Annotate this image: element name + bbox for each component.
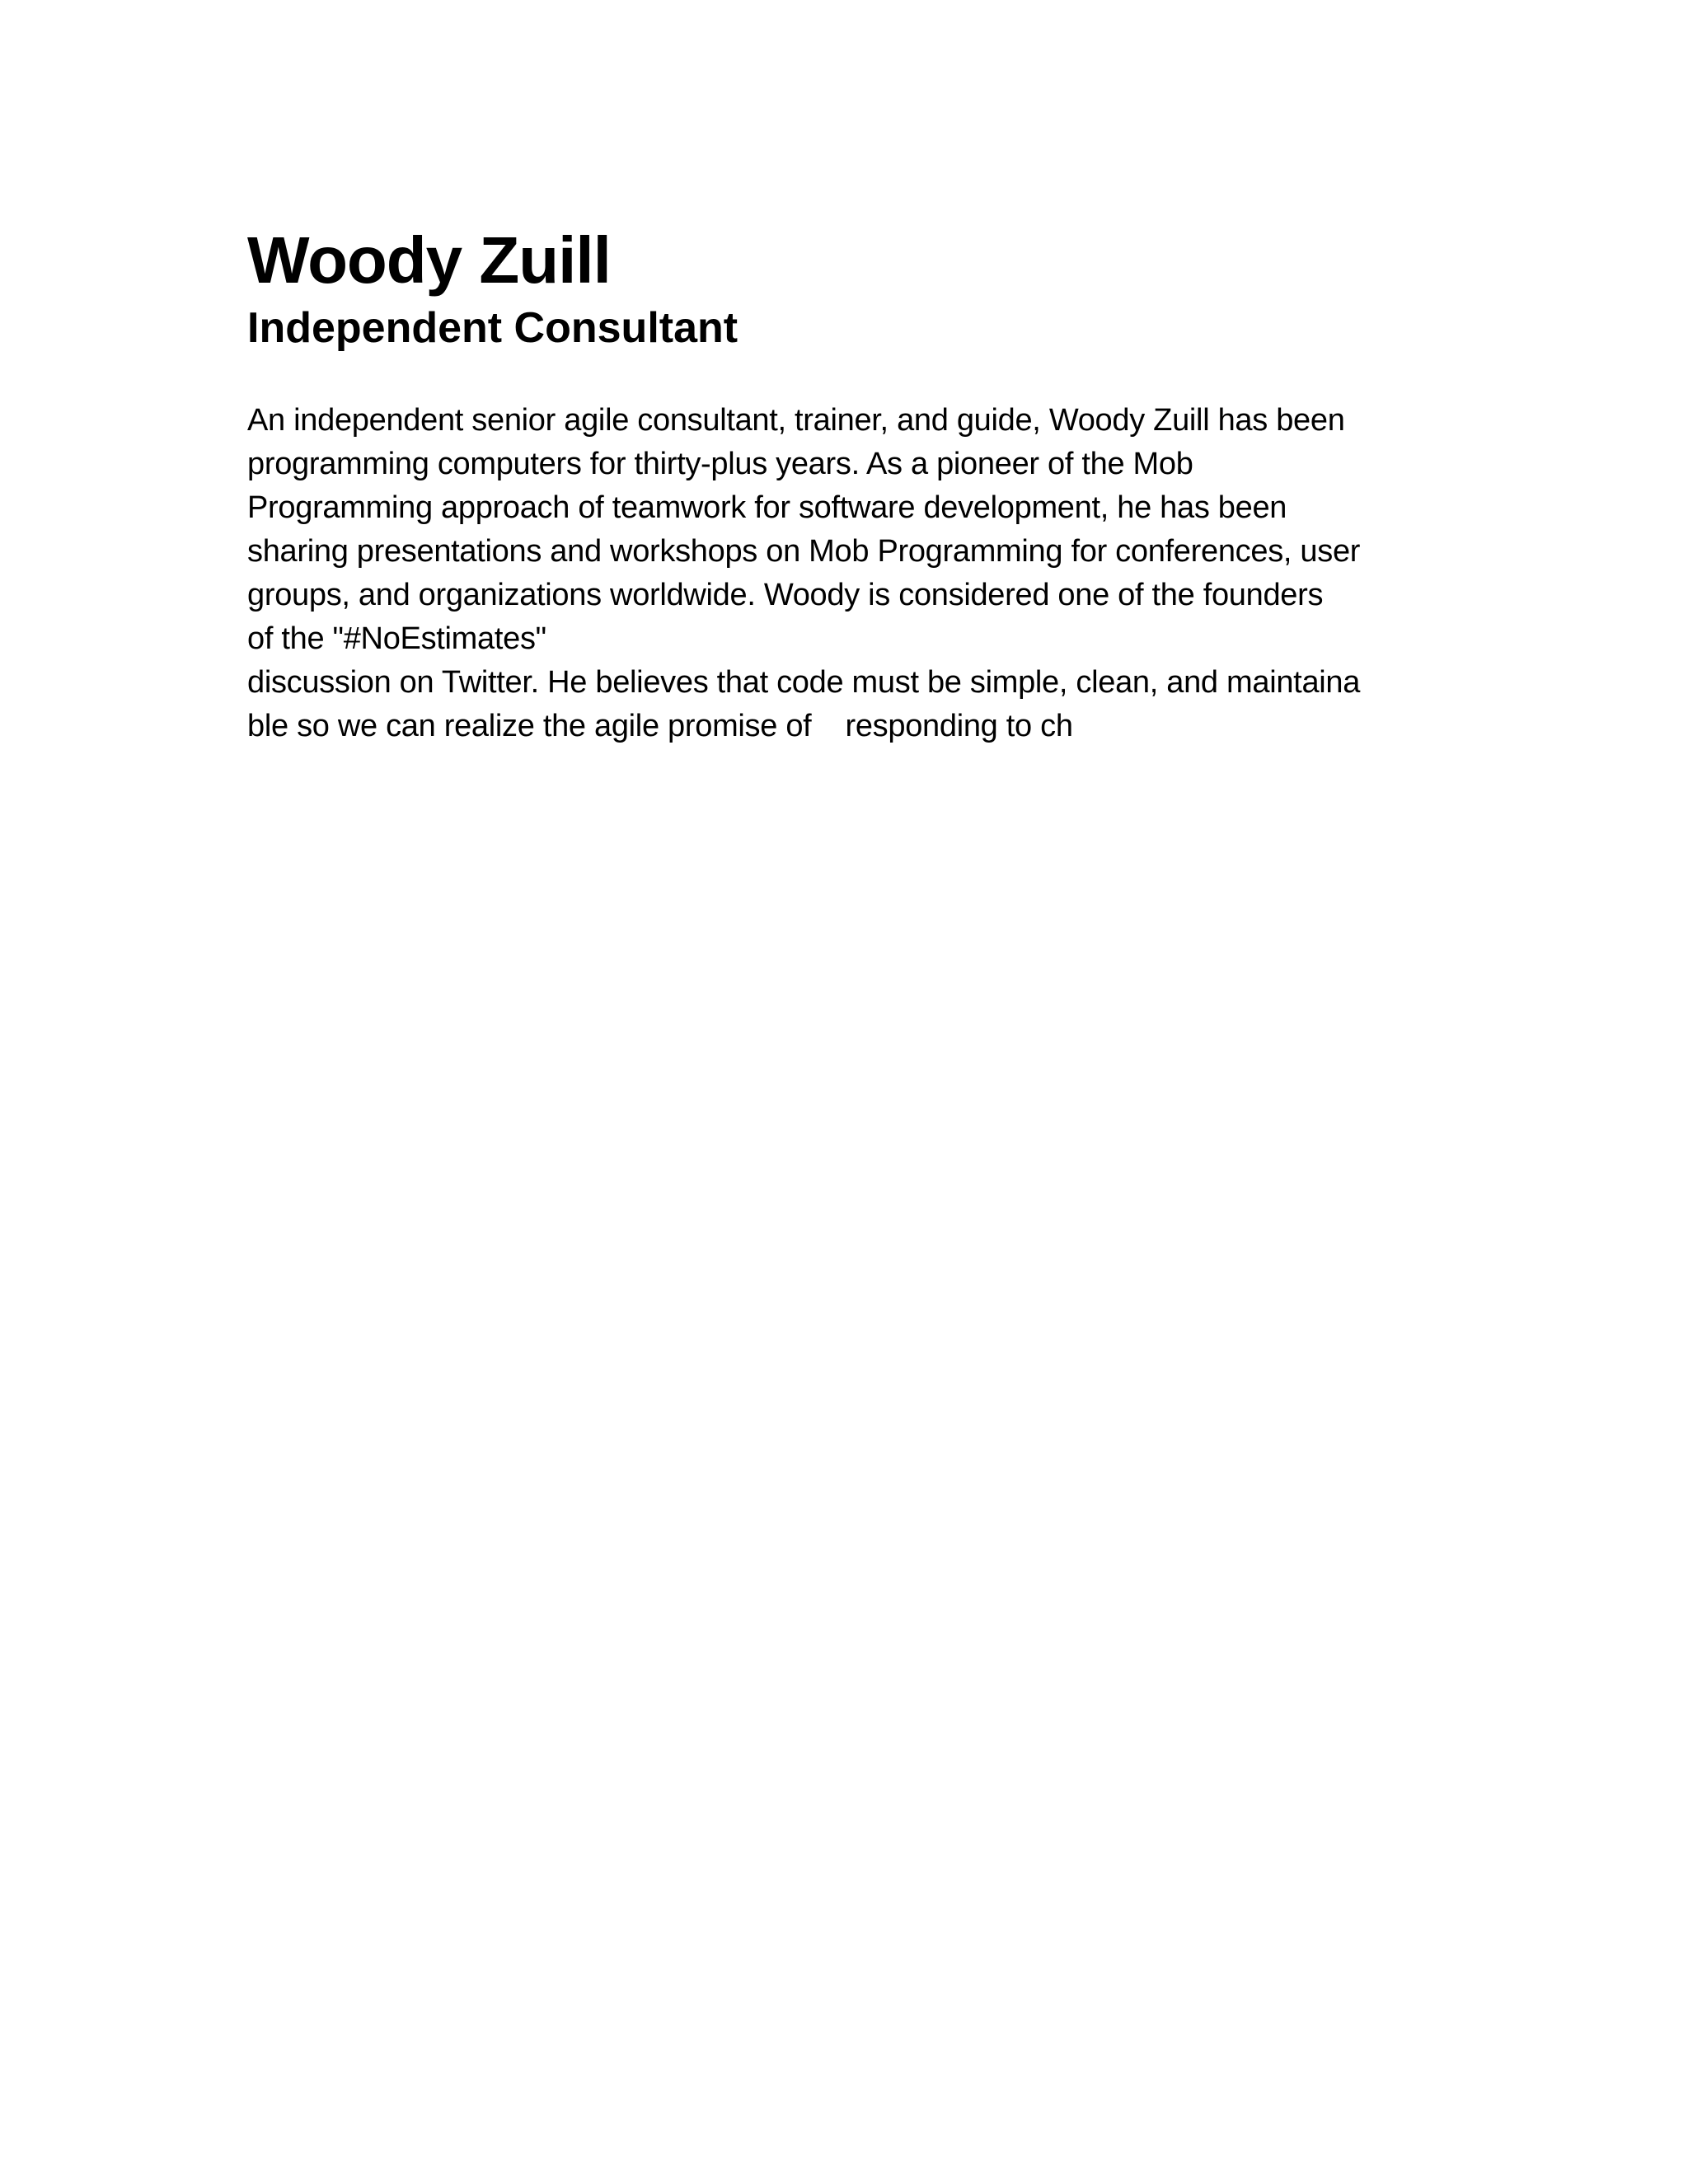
bio-paragraph [247,399,1451,748]
bio-line: An independent senior agile consultant, trainer, and guide, Woody Zuill has been [247,403,1345,438]
bio-line: of the "#NoEstimates" [247,621,546,656]
bio-line: ble so we can realize the agile promise of responding to ch [247,709,1073,743]
speaker-name: Woody Zuill [247,223,611,297]
speaker-bio-section [247,221,1451,748]
bio-line: discussion on Twitter. He believes that code must be simple, clean, and maintaina [247,665,1361,700]
speaker-title: Independent Consultant [247,304,738,352]
bio-line: Programming approach of teamwork for software development, he has been [247,490,1287,525]
bio-line: sharing presentations and workshops on Mob Programming for conferences, user [247,534,1361,569]
bio-line: groups, and organizations worldwide. Woody is considered one of the founders [247,578,1324,612]
bio-line: programming computers for thirty-plus years. As a pioneer of the Mob [247,447,1193,481]
